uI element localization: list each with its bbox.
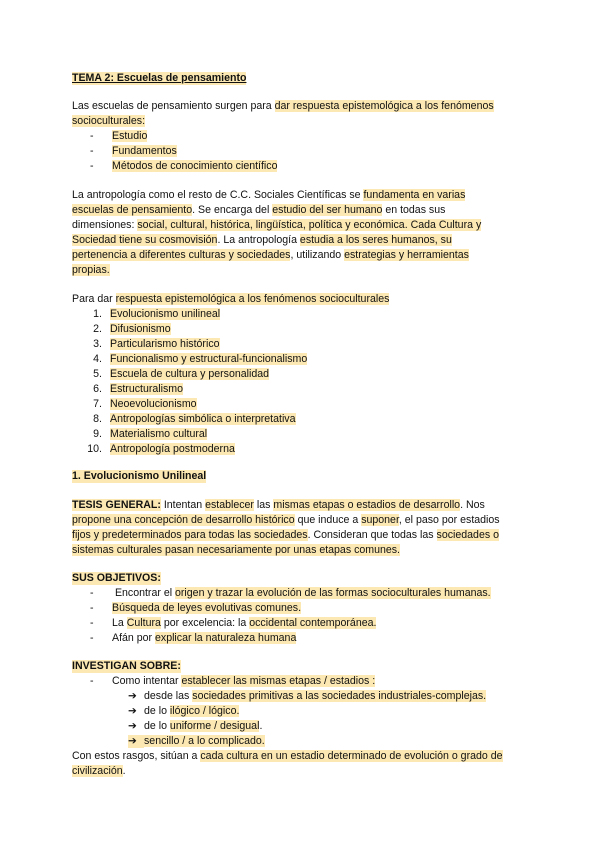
objetivo-item: - Afán por explicar la naturaleza humana xyxy=(90,632,297,644)
conclusion-line-2: civilización. xyxy=(72,765,126,777)
arrow-right-icon: ➔ xyxy=(128,690,137,702)
intro-bullet-2: - Fundamentos xyxy=(90,145,177,157)
objetivo-item: - La Cultura por excelencia: la occidental contemporánea. xyxy=(90,617,377,629)
school-item: 5. Escuela de cultura y personalidad xyxy=(93,368,270,380)
school-item: 4. Funcionalismo y estructural-funcionalismo xyxy=(93,353,308,365)
intro-line-2: socioculturales: xyxy=(72,115,146,127)
investigan-subitem: ➔ sencillo / a lo complicado. xyxy=(128,735,265,747)
intro-bullet-1: - Estudio xyxy=(90,130,148,142)
objetivo-item: - Encontrar el origen y trazar la evolución de las formas socioculturales humanas. xyxy=(90,587,491,599)
tesis-line-1: TESIS GENERAL: Intentan establecer las mismas etapas o estadios de desarrollo. Nos xyxy=(72,499,485,511)
school-item: 7. Neoevolucionismo xyxy=(93,398,197,410)
investigan-label: INVESTIGAN SOBRE: xyxy=(72,660,181,672)
school-item: 6. Estructuralismo xyxy=(93,383,183,395)
page-title: TEMA 2: Escuelas de pensamiento xyxy=(72,72,247,84)
investigan-subitem: ➔ desde las sociedades primitivas a las sociedades industriales-complejas. xyxy=(128,690,487,702)
investigan-item: - Como intentar establecer las mismas etapas / estadios : xyxy=(90,675,376,687)
school-item: 8. Antropologías simbólica o interpretativa xyxy=(93,413,296,425)
school-item: 2. Difusionismo xyxy=(93,323,171,335)
arrow-right-icon: ➔ xyxy=(128,705,137,717)
section-title: 1. Evolucionismo Unilineal xyxy=(72,470,207,482)
schools-intro: Para dar respuesta epistemológica a los fenómenos socioculturales xyxy=(72,293,390,305)
school-item: 9. Materialismo cultural xyxy=(93,428,208,440)
school-item: 3. Particularismo histórico xyxy=(93,338,220,350)
intro-line-1: Las escuelas de pensamiento surgen para dar respuesta epistemológica a los fenómenos xyxy=(72,100,494,112)
objetivos-label: SUS OBJETIVOS: xyxy=(72,572,161,584)
para2-line-3: dimensiones: social, cultural, histórica, lingüística, política y económica. Cada Cultura y xyxy=(72,219,482,231)
tesis-line-3: fijos y predeterminados para todas las sociedades. Consideran que todas las sociedades o xyxy=(72,529,499,541)
arrow-right-icon: ➔ xyxy=(128,735,144,748)
para2-line-4: Sociedad tiene su cosmovisión. La antropología estudia a los seres humanos, su xyxy=(72,234,452,246)
school-item: 10. Antropología postmoderna xyxy=(87,443,235,455)
investigan-subitem: ➔ de lo uniforme / desigual. xyxy=(128,720,263,732)
para2-line-1: La antropología como el resto de C.C. Sociales Científicas se fundamenta en varias xyxy=(72,189,466,201)
conclusion-line-1: Con estos rasgos, sitúan a cada cultura en un estadio determinado de evolución o grado de xyxy=(72,750,503,762)
arrow-right-icon: ➔ xyxy=(128,720,137,732)
tesis-line-2: propone una concepción de desarrollo histórico que induce a suponer, el paso por estadios xyxy=(72,514,500,526)
investigan-subitem: ➔ de lo ilógico / lógico. xyxy=(128,705,240,717)
intro-bullet-3: - Métodos de conocimiento científico xyxy=(90,160,278,172)
para2-line-2: escuelas de pensamiento. Se encarga del estudio del ser humano en todas sus xyxy=(72,204,446,216)
school-item: 1. Evolucionismo unilineal xyxy=(93,308,221,320)
objetivo-item: - Búsqueda de leyes evolutivas comunes. xyxy=(90,602,302,614)
para2-line-5: pertenencia a diferentes culturas y sociedades, utilizando estrategias y herramientas xyxy=(72,249,469,261)
para2-line-6: propias. xyxy=(72,264,110,276)
tesis-line-4: sistemas culturales pasan necesariamente por unas etapas comunes. xyxy=(72,544,400,556)
